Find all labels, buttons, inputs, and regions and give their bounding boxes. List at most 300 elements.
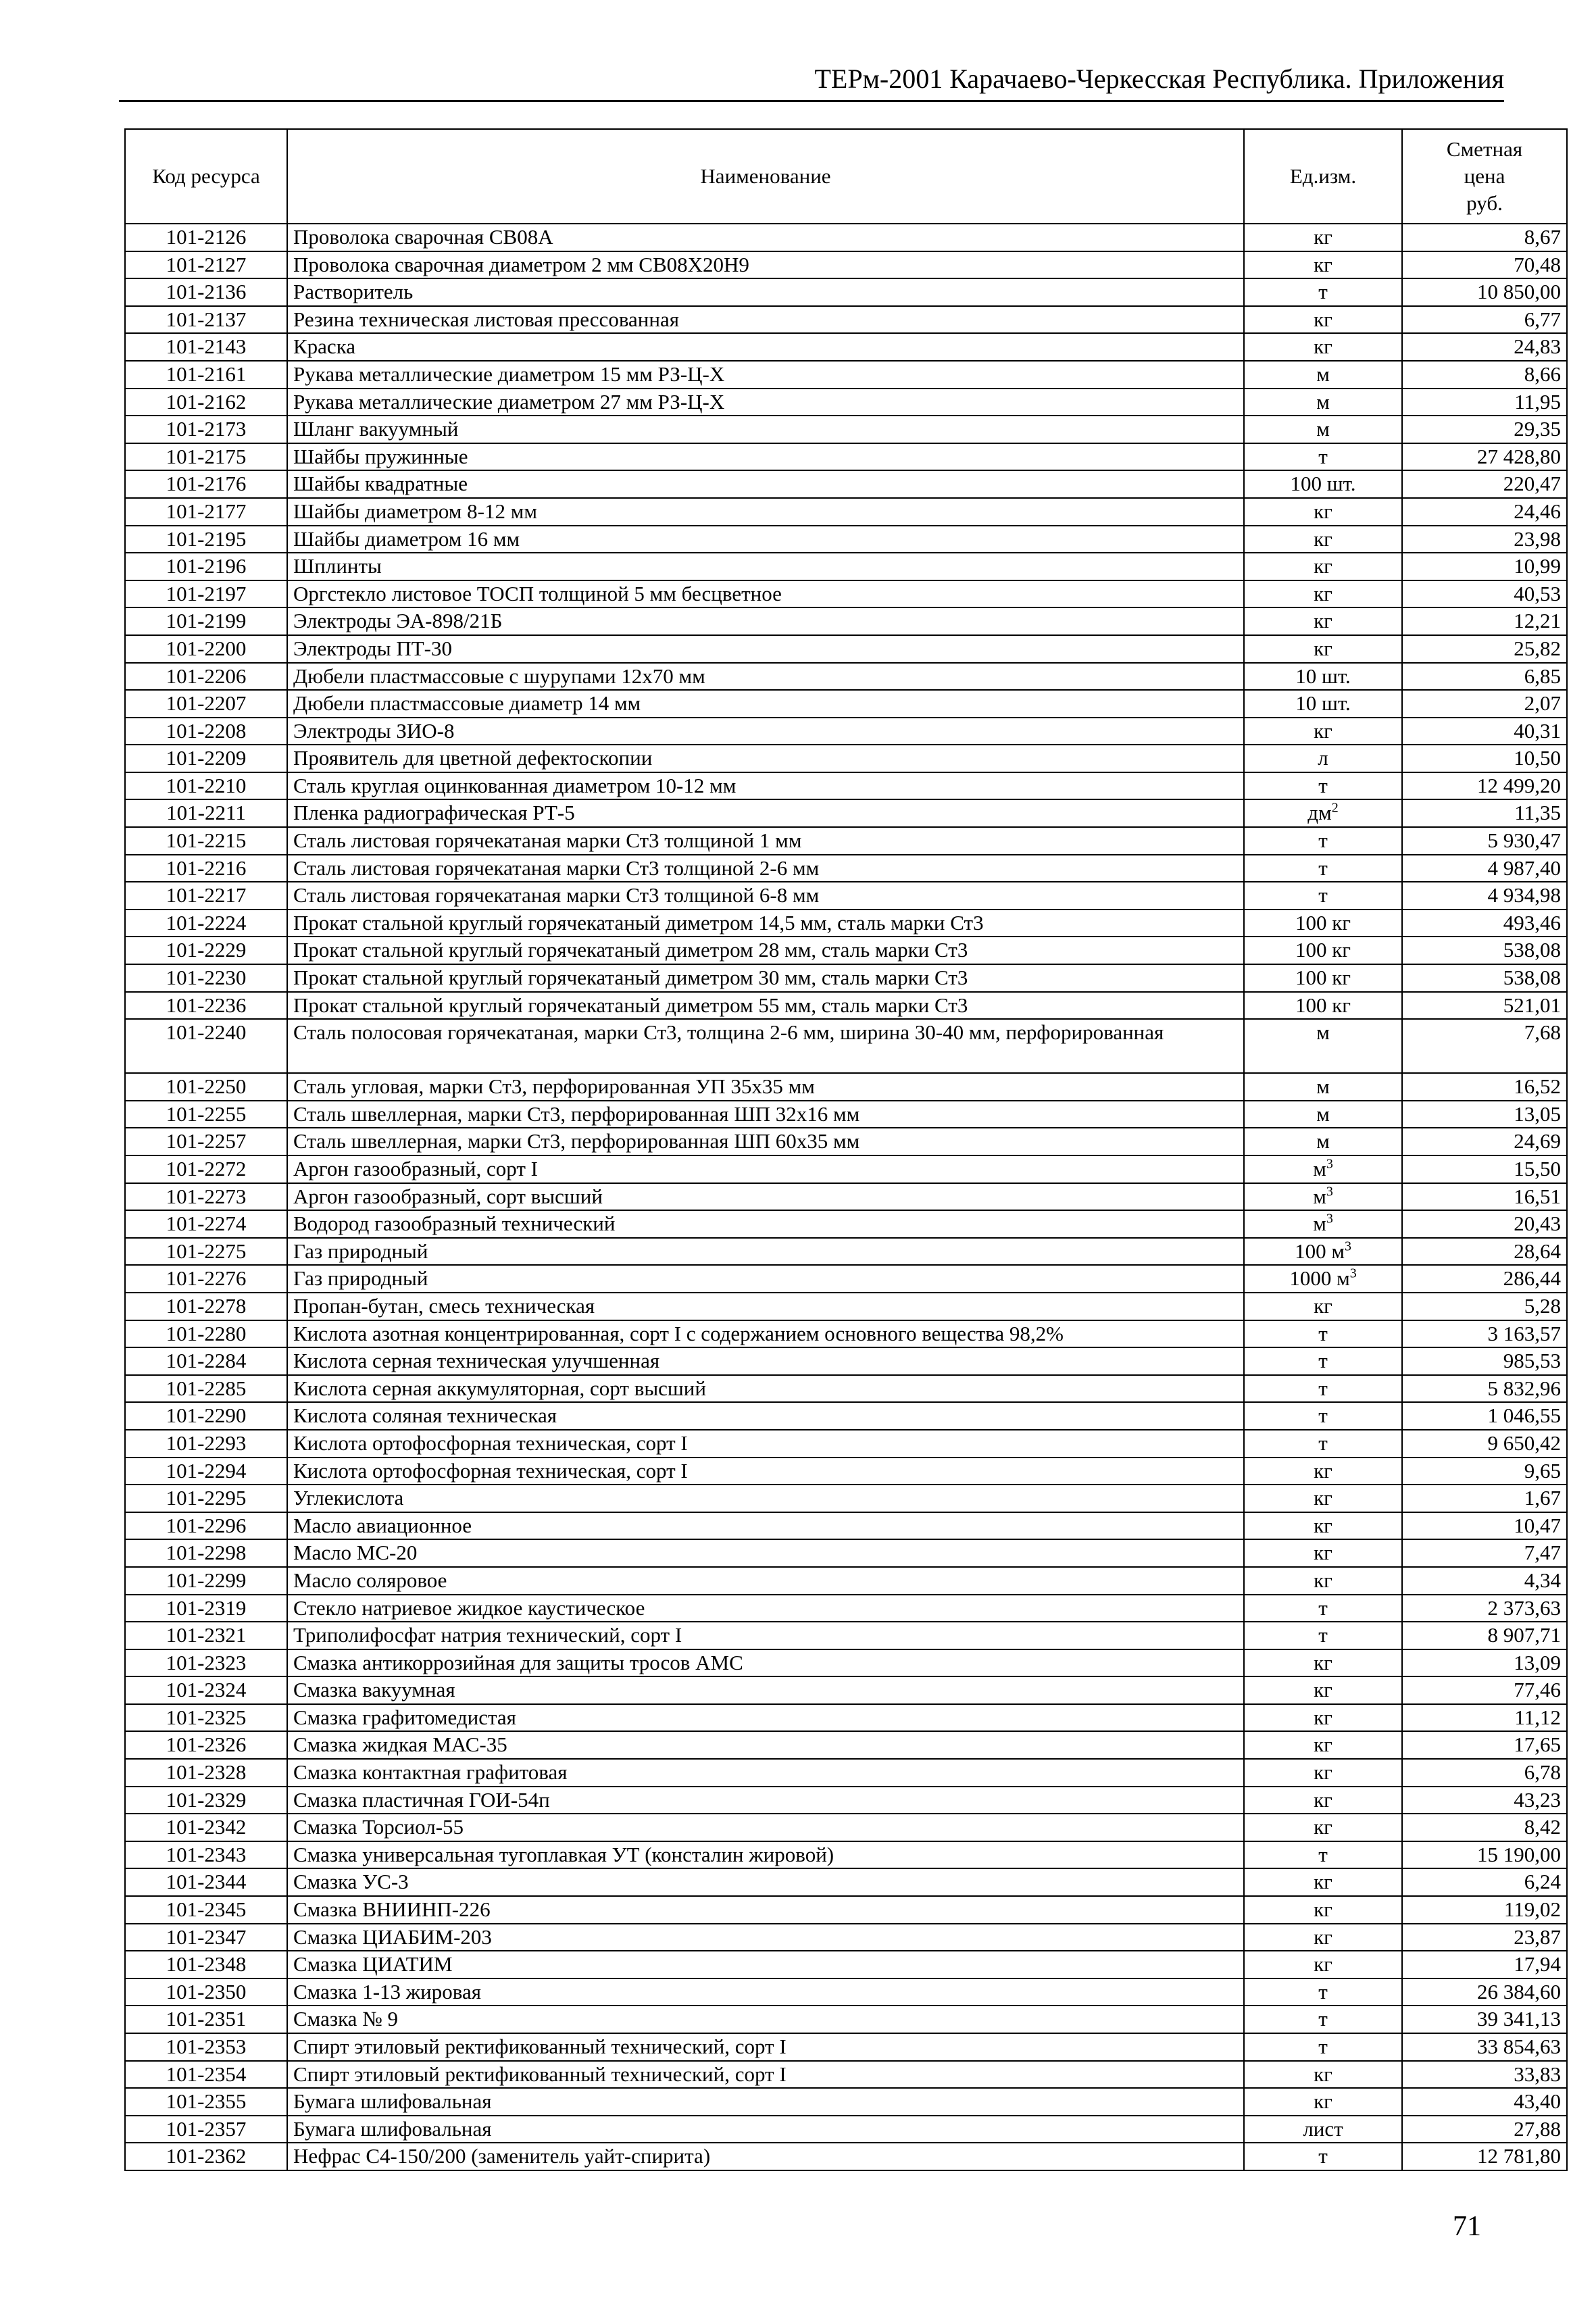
cell-unit (1244, 1759, 1402, 1787)
cell-unit-text: кг (1314, 252, 1332, 276)
cell-unit (1244, 306, 1402, 334)
cell-unit-text: кг (1314, 1733, 1332, 1757)
cell-price (1402, 443, 1567, 471)
cell-name-text: Прокат стальной круглый горячекатаный диметром 28 мм, сталь марки Ст3 (293, 938, 968, 962)
cell-code (125, 306, 287, 334)
table-row (125, 718, 1567, 745)
cell-code-text: 101-2126 (166, 225, 247, 249)
unit-exponent: 2 (1331, 801, 1339, 816)
cell-price-text: 6,24 (1524, 1870, 1561, 1894)
table-row (125, 1704, 1567, 1732)
cell-name-text: Смазка ЦИАТИМ (293, 1952, 453, 1976)
cell-price (1402, 1567, 1567, 1595)
cell-unit-text: кг (1314, 1293, 1332, 1318)
table-row (125, 1759, 1567, 1787)
cell-unit (1244, 1293, 1402, 1320)
cell-code-text: 101-2216 (166, 855, 247, 880)
cell-code-text: 101-2236 (166, 993, 247, 1017)
cell-name-text: Сталь угловая, марки Ст3, перфорированная УП 35х35 мм (293, 1074, 815, 1099)
cell-code (125, 333, 287, 361)
table-row (125, 278, 1567, 306)
cell-name (287, 470, 1244, 498)
cell-name (287, 1595, 1244, 1622)
cell-price-text: 220,47 (1503, 472, 1561, 496)
cell-code-text: 101-2293 (166, 1430, 247, 1455)
cell-unit (1244, 1868, 1402, 1896)
cell-code-text: 101-2217 (166, 883, 247, 907)
cell-code-text: 101-2209 (166, 746, 247, 770)
cell-code (125, 1293, 287, 1320)
cell-price (1402, 718, 1567, 745)
cell-price (1402, 1375, 1567, 1403)
cell-unit (1244, 443, 1402, 471)
cell-code (125, 1101, 287, 1128)
cell-code (125, 1978, 287, 2006)
cell-unit (1244, 635, 1402, 663)
cell-name (287, 1155, 1244, 1183)
cell-unit-text: 100 кг (1295, 938, 1351, 962)
table-row (125, 333, 1567, 361)
cell-name-text: Шайбы пружинные (293, 444, 468, 468)
cell-code-text: 101-2195 (166, 526, 247, 551)
cell-name-text: Проволока сварочная СВ08А (293, 225, 553, 249)
cell-name-text: Сталь швеллерная, марки Ст3, перфорированная ШП 32х16 мм (293, 1101, 860, 1126)
cell-price (1402, 1458, 1567, 1485)
cell-unit-text: 10 шт. (1295, 691, 1351, 716)
cell-name (287, 1238, 1244, 1266)
cell-name-text: Сталь листовая горячекатаная марки Ст3 толщиной 6-8 мм (293, 883, 820, 907)
cell-name (287, 1210, 1244, 1238)
cell-unit-text: кг (1314, 609, 1332, 633)
cell-unit (1244, 1841, 1402, 1869)
cell-price-text: 538,08 (1503, 966, 1561, 990)
table-row (125, 361, 1567, 389)
cell-unit (1244, 855, 1402, 882)
table-row (125, 772, 1567, 800)
cell-price-text: 11,12 (1514, 1705, 1561, 1729)
table-row (125, 1676, 1567, 1704)
cell-name (287, 772, 1244, 800)
cell-name (287, 1978, 1244, 2006)
cell-price-text: 16,52 (1514, 1074, 1561, 1099)
cell-price (1402, 526, 1567, 553)
cell-code (125, 1896, 287, 1924)
cell-name (287, 553, 1244, 580)
page-number: 71 (1453, 2211, 1481, 2242)
cell-price (1402, 772, 1567, 800)
cell-unit-text: 100 м (1295, 1239, 1345, 1263)
cell-unit (1244, 1019, 1402, 1073)
cell-name (287, 251, 1244, 279)
cell-code (125, 1676, 287, 1704)
cell-unit (1244, 1539, 1402, 1567)
cell-unit (1244, 2116, 1402, 2143)
cell-unit-text: т (1318, 2144, 1328, 2168)
cell-code-text: 101-2319 (166, 1595, 247, 1620)
cell-price-text: 43,40 (1514, 2089, 1561, 2114)
cell-name (287, 745, 1244, 772)
cell-code (125, 2033, 287, 2061)
cell-unit-text: кг (1314, 526, 1332, 551)
cell-name-text: Бумага шлифовальная (293, 2116, 492, 2141)
cell-name-text: Кислота соляная техническая (293, 1403, 557, 1428)
cell-name-text: Кислота серная аккумуляторная, сорт высший (293, 1376, 706, 1400)
table-row (125, 635, 1567, 663)
cell-name-text: Шайбы диаметром 8-12 мм (293, 499, 537, 523)
cell-price (1402, 690, 1567, 718)
cell-unit-text: кг (1314, 334, 1332, 359)
cell-code-text: 101-2161 (166, 362, 247, 386)
cell-name-text: Дюбели пластмассовые с шурупами 12х70 мм (293, 664, 705, 688)
cell-name-text: Сталь швеллерная, марки Ст3, перфорированная ШП 60х35 мм (293, 1129, 860, 1153)
cell-price (1402, 1622, 1567, 1649)
cell-name-text: Триполифосфат натрия технический, сорт I (293, 1623, 682, 1647)
cell-name (287, 1649, 1244, 1677)
cell-code (125, 1539, 287, 1567)
cell-unit-text: 1000 м (1289, 1266, 1350, 1291)
cell-code (125, 1787, 287, 1814)
cell-code-text: 101-2273 (166, 1184, 247, 1208)
cell-code (125, 580, 287, 608)
cell-unit (1244, 1567, 1402, 1595)
cell-unit (1244, 470, 1402, 498)
cell-code-text: 101-2257 (166, 1129, 247, 1153)
cell-unit-text: т (1318, 444, 1328, 468)
cell-code-text: 101-2173 (166, 417, 247, 441)
cell-unit-text: кг (1314, 718, 1332, 743)
cell-code (125, 1814, 287, 1841)
cell-code-text: 101-2240 (166, 1020, 247, 1045)
table-row (125, 1485, 1567, 1512)
cell-price-text: 13,05 (1514, 1101, 1561, 1126)
cell-unit-text: м (1316, 389, 1330, 414)
cell-price (1402, 745, 1567, 772)
cell-unit (1244, 2143, 1402, 2170)
cell-unit (1244, 992, 1402, 1020)
cell-price (1402, 1896, 1567, 1924)
cell-name (287, 389, 1244, 416)
cell-unit (1244, 937, 1402, 964)
cell-price-text: 9,65 (1524, 1458, 1561, 1483)
cell-code-text: 101-2250 (166, 1074, 247, 1099)
cell-unit-text: т (1318, 1595, 1328, 1620)
cell-unit (1244, 882, 1402, 910)
cell-unit (1244, 690, 1402, 718)
cell-price (1402, 1759, 1567, 1787)
cell-unit-text: т (1318, 828, 1328, 853)
cell-name-text: Аргон газообразный, сорт высший (293, 1184, 603, 1208)
cell-name (287, 663, 1244, 691)
cell-name-text: Масло соляровое (293, 1568, 447, 1592)
cell-unit-text: кг (1314, 1705, 1332, 1729)
table-row (125, 690, 1567, 718)
cell-price (1402, 1951, 1567, 1978)
cell-code (125, 745, 287, 772)
cell-code-text: 101-2355 (166, 2089, 247, 2114)
cell-name (287, 1265, 1244, 1293)
unit-exponent: 3 (1326, 1211, 1333, 1226)
cell-unit (1244, 1210, 1402, 1238)
cell-name-text: Шланг вакуумный (293, 417, 459, 441)
table-row (125, 1731, 1567, 1759)
cell-code (125, 278, 287, 306)
cell-name-text: Аргон газообразный, сорт I (293, 1157, 538, 1180)
cell-code-text: 101-2328 (166, 1760, 247, 1785)
cell-price (1402, 1210, 1567, 1238)
column-header-unit: Ед.изм. (1244, 129, 1402, 224)
table-row (125, 1375, 1567, 1403)
cell-code-text: 101-2329 (166, 1787, 247, 1812)
cell-unit-text: дм (1307, 801, 1332, 825)
cell-code (125, 224, 287, 251)
cell-name (287, 306, 1244, 334)
cell-name (287, 526, 1244, 553)
table-row (125, 1539, 1567, 1567)
table-row (125, 937, 1567, 964)
cell-code-text: 101-2298 (166, 1541, 247, 1565)
cell-code-text: 101-2321 (166, 1623, 247, 1647)
cell-price-text: 6,85 (1524, 664, 1561, 688)
cell-unit-text: м (1313, 1184, 1326, 1208)
cell-name (287, 1704, 1244, 1732)
cell-unit (1244, 663, 1402, 691)
cell-price (1402, 224, 1567, 251)
cell-price (1402, 1265, 1567, 1293)
cell-unit (1244, 416, 1402, 443)
cell-price (1402, 580, 1567, 608)
cell-unit-text: кг (1314, 499, 1332, 523)
cell-unit (1244, 745, 1402, 772)
cell-name (287, 690, 1244, 718)
table-row (125, 607, 1567, 635)
cell-price-text: 521,01 (1503, 993, 1561, 1017)
cell-unit (1244, 1101, 1402, 1128)
cell-name-text: Нефрас С4-150/200 (заменитель уайт-спирита) (293, 2144, 711, 2168)
cell-price-text: 6,78 (1524, 1760, 1561, 1785)
cell-price-text: 11,35 (1514, 801, 1561, 825)
cell-price (1402, 882, 1567, 910)
cell-unit (1244, 580, 1402, 608)
cell-code-text: 101-2296 (166, 1513, 247, 1537)
cell-unit (1244, 718, 1402, 745)
cell-name-text: Кислота азотная концентрированная, сорт I с содержанием основного вещества 98,2% (293, 1321, 1064, 1345)
cell-unit-text: кг (1314, 1897, 1332, 1922)
cell-price-text: 5 832,96 (1487, 1376, 1561, 1400)
cell-name-text: Сталь листовая горячекатаная марки Ст3 толщиной 1 мм (293, 828, 802, 853)
cell-price (1402, 1787, 1567, 1814)
cell-price (1402, 389, 1567, 416)
table-row (125, 526, 1567, 553)
cell-price (1402, 827, 1567, 855)
cell-name-text: Кислота ортофосфорная техническая, сорт I (293, 1430, 688, 1455)
cell-code-text: 101-2280 (166, 1321, 247, 1345)
cell-price-text: 10,47 (1514, 1513, 1561, 1537)
table-row (125, 1649, 1567, 1677)
cell-name (287, 1787, 1244, 1814)
cell-name (287, 1539, 1244, 1567)
cell-unit (1244, 964, 1402, 992)
cell-name (287, 1622, 1244, 1649)
cell-price-text: 24,46 (1514, 499, 1561, 523)
cell-price (1402, 1841, 1567, 1869)
cell-name-text: Проявитель для цветной дефектоскопии (293, 746, 653, 770)
cell-unit (1244, 2061, 1402, 2089)
cell-unit-text: м (1316, 1101, 1330, 1126)
cell-code (125, 251, 287, 279)
cell-price-text: 11,95 (1514, 389, 1561, 414)
cell-code-text: 101-2208 (166, 718, 247, 743)
cell-unit-text: кг (1314, 1568, 1332, 1592)
cell-name (287, 1924, 1244, 1951)
cell-code-text: 101-2176 (166, 472, 247, 496)
cell-price-text: 493,46 (1503, 910, 1561, 935)
cell-name (287, 1841, 1244, 1869)
cell-unit (1244, 1512, 1402, 1540)
cell-name (287, 1759, 1244, 1787)
cell-name-text: Смазка вакуумная (293, 1678, 455, 1702)
cell-name-text: Проволока сварочная диаметром 2 мм СВ08Х20Н9 (293, 252, 749, 276)
cell-name (287, 1375, 1244, 1403)
cell-price-text: 24,83 (1514, 334, 1561, 359)
cell-unit-text: т (1318, 1430, 1328, 1455)
cell-price-text: 5,28 (1524, 1293, 1561, 1318)
cell-name-text: Смазка графитомедистая (293, 1705, 516, 1729)
cell-price-text: 12,21 (1514, 609, 1561, 633)
cell-code-text: 101-2323 (166, 1650, 247, 1674)
table-row (125, 251, 1567, 279)
cell-name-text: Шайбы диаметром 16 мм (293, 526, 520, 551)
cell-price (1402, 1128, 1567, 1155)
cell-name (287, 718, 1244, 745)
cell-unit-text: кг (1314, 2062, 1332, 2086)
cell-name (287, 278, 1244, 306)
cell-code (125, 1841, 287, 1869)
cell-code (125, 2116, 287, 2143)
cell-code (125, 1759, 287, 1787)
cell-unit (1244, 1128, 1402, 1155)
cell-code (125, 1183, 287, 1211)
cell-unit (1244, 1896, 1402, 1924)
cell-name-text: Смазка пластичная ГОИ-54п (293, 1787, 550, 1812)
cell-code (125, 389, 287, 416)
cell-unit-text: м (1316, 417, 1330, 441)
cell-unit-text: т (1318, 2007, 1328, 2031)
cell-code-text: 101-2348 (166, 1952, 247, 1976)
table-row (125, 1402, 1567, 1430)
cell-price (1402, 910, 1567, 937)
cell-name (287, 1183, 1244, 1211)
cell-code (125, 2143, 287, 2170)
cell-price (1402, 1485, 1567, 1512)
cell-price-text: 27 428,80 (1477, 444, 1561, 468)
cell-unit-text: кг (1314, 1650, 1332, 1674)
cell-unit-text: т (1318, 2035, 1328, 2058)
cell-price-text: 10,50 (1514, 746, 1561, 770)
cell-name (287, 1320, 1244, 1348)
cell-unit-text: кг (1314, 225, 1332, 249)
cell-price (1402, 2143, 1567, 2170)
column-header-price-line: руб. (1466, 191, 1503, 215)
cell-code (125, 1375, 287, 1403)
table-row (125, 1924, 1567, 1951)
cell-name-text: Смазка контактная графитовая (293, 1760, 568, 1785)
cell-price-text: 16,51 (1514, 1184, 1561, 1208)
cell-code (125, 1622, 287, 1649)
cell-name (287, 937, 1244, 964)
cell-price (1402, 1539, 1567, 1567)
table-row (125, 1622, 1567, 1649)
table-row (125, 827, 1567, 855)
cell-code-text: 101-2177 (166, 499, 247, 523)
cell-name-text: Смазка Торсиол-55 (293, 1815, 464, 1839)
cell-name (287, 1512, 1244, 1540)
cell-unit (1244, 389, 1402, 416)
cell-price (1402, 498, 1567, 526)
table-row (125, 1293, 1567, 1320)
cell-price-text: 12 499,20 (1477, 773, 1561, 797)
cell-name (287, 1814, 1244, 1841)
table-header-row (125, 129, 1567, 224)
cell-code (125, 690, 287, 718)
cell-price-text: 4 987,40 (1487, 855, 1561, 880)
cell-unit-text: 100 кг (1295, 910, 1351, 935)
cell-price-text: 33,83 (1514, 2062, 1561, 2086)
cell-code (125, 1347, 287, 1375)
table-row (125, 1210, 1567, 1238)
table-row (125, 1567, 1567, 1595)
cell-unit-text: м (1313, 1157, 1326, 1180)
table-row (125, 1155, 1567, 1183)
cell-price (1402, 2061, 1567, 2089)
cell-price-text: 29,35 (1514, 417, 1561, 441)
cell-name (287, 361, 1244, 389)
cell-unit (1244, 772, 1402, 800)
table-row (125, 910, 1567, 937)
cell-price-text: 5 930,47 (1487, 828, 1561, 853)
cell-unit-text: 100 кг (1295, 993, 1351, 1017)
cell-price-text: 7,47 (1524, 1541, 1561, 1565)
cell-name (287, 2061, 1244, 2089)
cell-name-text: Сталь круглая оцинкованная диаметром 10-12 мм (293, 773, 737, 797)
cell-price-text: 17,94 (1514, 1952, 1561, 1976)
cell-code (125, 1073, 287, 1101)
table-row (125, 1951, 1567, 1978)
cell-unit (1244, 1787, 1402, 1814)
running-header: ТЕРм-2001 Карачаево-Черкесская Республика. Приложения (814, 64, 1504, 94)
cell-price (1402, 1978, 1567, 2006)
cell-unit-text: т (1318, 855, 1328, 880)
cell-code (125, 1128, 287, 1155)
cell-name (287, 1458, 1244, 1485)
cell-code-text: 101-2276 (166, 1266, 247, 1291)
table-row (125, 2033, 1567, 2061)
cell-code-text: 101-2342 (166, 1815, 247, 1839)
table-row (125, 1787, 1567, 1814)
cell-price-text: 4 934,98 (1487, 883, 1561, 907)
cell-code (125, 992, 287, 1020)
cell-unit (1244, 1649, 1402, 1677)
cell-name (287, 2088, 1244, 2116)
cell-unit-text: кг (1314, 1952, 1332, 1976)
table-row (125, 306, 1567, 334)
cell-name (287, 1128, 1244, 1155)
cell-price (1402, 799, 1567, 827)
table-row (125, 2116, 1567, 2143)
cell-unit-text: м (1316, 1129, 1330, 1153)
cell-name-text: Сталь листовая горячекатаная марки Ст3 толщиной 2-6 мм (293, 855, 820, 880)
header-rule (119, 100, 1504, 102)
cell-code (125, 1210, 287, 1238)
